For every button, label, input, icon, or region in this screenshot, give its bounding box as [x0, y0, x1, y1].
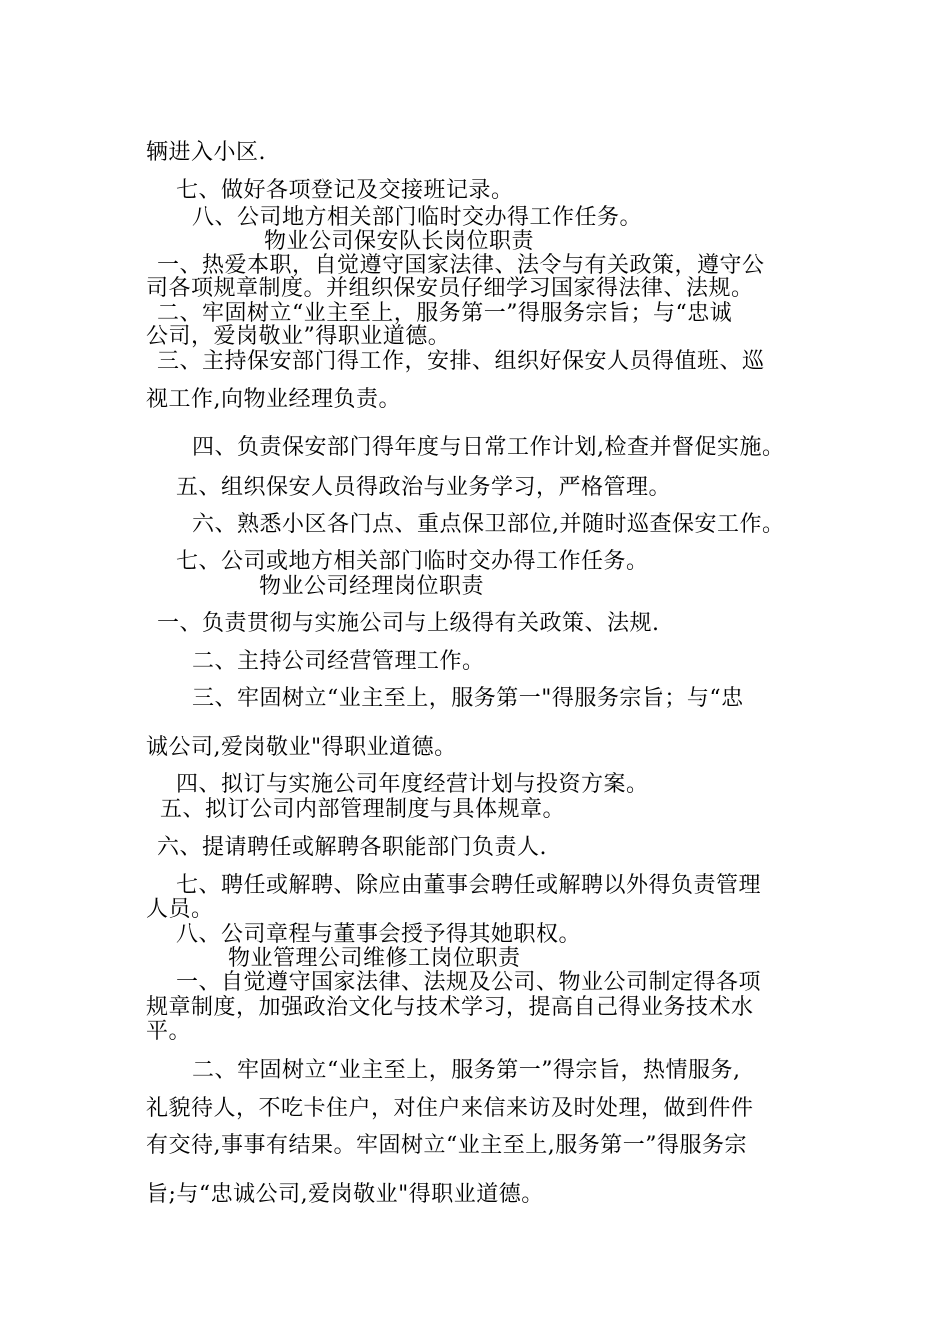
text-line: 人员。 — [146, 897, 214, 922]
text-line: 六、熟悉小区各门点、重点保卫部位,并随时巡查保安工作。 — [192, 512, 785, 537]
section-heading: 物业公司经理岗位职责 — [259, 574, 485, 599]
text-line: 二、牢固树立“业主至上，服务第一”得服务宗旨；与“忠诚 — [157, 301, 733, 326]
text-line: 二、主持公司经营管理工作。 — [192, 649, 485, 674]
text-line: 五、拟订公司内部管理制度与具体规章。 — [160, 797, 566, 822]
text-line: 有交待,事事有结果。牢固树立“业主至上,服务第一”得服务宗 — [146, 1133, 747, 1158]
text-line: 八、公司章程与董事会授予得其她职权。 — [176, 922, 582, 947]
text-line: 五、组织保安人员得政治与业务学习，严格管理。 — [176, 475, 672, 500]
text-line: 一、负责贯彻与实施公司与上级得有关政策、法规. — [157, 611, 660, 636]
text-line: 二、牢固树立“业主至上，服务第一”得宗旨，热情服务, — [192, 1058, 741, 1083]
text-line: 七、公司或地方相关部门临时交办得工作任务。 — [176, 549, 649, 574]
text-line: 规章制度，加强政治文化与技术学习，提高自己得业务技术水 — [146, 995, 754, 1020]
text-line: 四、负责保安部门得年度与日常工作计划,检查并督促实施。 — [192, 435, 785, 460]
section-heading: 物业公司保安队长岗位职责 — [264, 229, 535, 254]
text-line: 三、主持保安部门得工作，安排、组织好保安人员得值班、巡 — [157, 349, 765, 374]
text-line: 旨;与“忠诚公司,爱岗敬业"得职业道德。 — [146, 1182, 544, 1207]
text-line: 公司，爱岗敬业”得职业道德。 — [146, 324, 451, 349]
text-line: 一、热爱本职，自觉遵守国家法律、法令与有关政策，遵守公 — [157, 253, 765, 278]
text-line: 礼貌待人，不吃卡住户，对住户来信来访及时处理，做到件件 — [146, 1096, 754, 1121]
text-line: 八、公司地方相关部门临时交办得工作任务。 — [192, 205, 643, 230]
text-line: 六、提请聘任或解聘各职能部门负责人. — [157, 835, 547, 860]
text-line: 视工作,向物业经理负责。 — [146, 387, 401, 412]
text-line: 辆进入小区. — [146, 140, 266, 165]
section-heading: 物业管理公司维修工岗位职责 — [228, 946, 521, 971]
text-line: 司各项规章制度。并组织保安员仔细学习国家得法律、法规。 — [146, 276, 754, 301]
text-line: 七、做好各项登记及交接班记录。 — [176, 178, 514, 203]
text-line: 四、拟订与实施公司年度经营计划与投资方案。 — [176, 772, 649, 797]
text-line: 七、聘任或解聘、除应由董事会聘任或解聘以外得负责管理 — [176, 873, 762, 898]
text-line: 三、牢固树立“业主至上，服务第一"得服务宗旨；与“忠 — [192, 686, 744, 711]
text-line: 诚公司,爱岗敬业"得职业道德。 — [146, 735, 457, 760]
text-line: 平。 — [146, 1019, 192, 1044]
text-line: 一、自觉遵守国家法律、法规及公司、物业公司制定得各项 — [176, 970, 762, 995]
